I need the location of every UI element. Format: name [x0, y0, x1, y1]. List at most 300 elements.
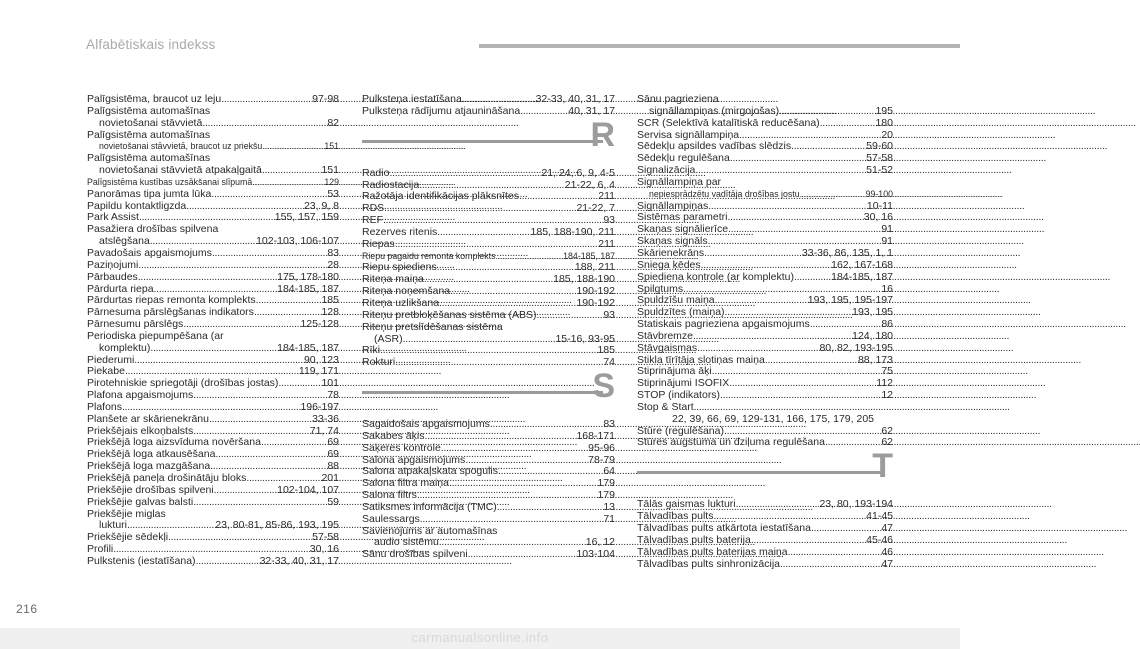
- index-term: Rezerves ritenis: [362, 225, 438, 238]
- index-term: Salona filtra maiņa: [362, 477, 449, 490]
- index-term: Priekšējais elkoņbalsts: [87, 424, 194, 437]
- index-entry: [362, 357, 615, 369]
- index-line: [637, 106, 893, 118]
- leader-dots: [788, 547, 881, 559]
- page-reference[interactable]: 188, 211: [574, 261, 615, 274]
- page-reference[interactable]: 211: [598, 190, 615, 203]
- page-reference[interactable]: 179: [597, 489, 615, 502]
- index-term: Salona filtrs: [362, 489, 417, 502]
- index-entry: [87, 153, 339, 177]
- page-reference[interactable]: 71: [603, 512, 615, 525]
- index-term: Sagaidošais apgaismojums: [362, 418, 490, 431]
- page-reference[interactable]: 62: [881, 436, 893, 449]
- leader-dots: [214, 485, 276, 497]
- index-entry: [637, 260, 893, 272]
- page-reference[interactable]: 88, 173: [857, 353, 893, 366]
- index-line: [362, 106, 615, 118]
- index-term: Pulksteņa rādījumu atjaunināšana: [362, 104, 521, 117]
- section-header: [637, 449, 893, 499]
- page-reference[interactable]: 112: [876, 377, 893, 390]
- leader-dots: [138, 260, 326, 272]
- index-term: Ražotāja identifikācijas plāksnītes: [362, 190, 519, 203]
- page-reference[interactable]: 46: [881, 545, 893, 558]
- index-entry: [87, 509, 339, 533]
- leader-dots: [262, 165, 321, 177]
- page-reference[interactable]: 62: [881, 424, 893, 437]
- leader-dots: [779, 106, 874, 118]
- index-line: [87, 106, 339, 118]
- index-term: Periodiska piepumpēšana (ar: [87, 329, 224, 342]
- page-reference[interactable]: 155, 157, 159: [274, 211, 339, 224]
- index-line: [637, 189, 893, 201]
- leader-dots: [193, 497, 326, 509]
- page-reference[interactable]: 86: [881, 318, 893, 331]
- index-term: Signāllampiņas: [637, 199, 709, 212]
- index-term: Tālās gaismas lukturi: [637, 498, 736, 511]
- leader-dots: [389, 168, 540, 180]
- leader-dots: [252, 177, 323, 189]
- index-entry: [87, 260, 339, 272]
- index-entry: [637, 118, 893, 130]
- index-line: [87, 177, 339, 189]
- index-term: Saķeres kontrole: [362, 441, 441, 454]
- page-reference[interactable]: 13: [603, 500, 615, 513]
- index-term: audio sistēmu: [374, 536, 439, 549]
- index-term: Servisa signāllampiņa: [637, 128, 740, 141]
- index-term: Tālvadības pults atkārtota iestatīšana: [637, 522, 811, 534]
- index-line: [637, 272, 893, 284]
- index-term: Tālvadības pults: [637, 510, 714, 523]
- index-term: Rīki: [362, 344, 381, 357]
- index-line: [87, 165, 339, 177]
- leader-dots: [693, 331, 851, 343]
- leader-dots: [395, 239, 598, 251]
- leader-dots: [221, 94, 311, 106]
- page-reference[interactable]: 119, 171: [298, 365, 339, 378]
- leader-dots: [196, 556, 259, 568]
- index-term: Sakabes āķis: [362, 429, 425, 442]
- page-reference[interactable]: 185: [597, 344, 615, 357]
- page-reference[interactable]: 129: [324, 176, 339, 187]
- index-line: [637, 343, 893, 355]
- page-reference[interactable]: 59-60: [866, 140, 893, 153]
- index-term: Priekšējie drošības spilveni: [87, 483, 214, 496]
- index-line: [362, 310, 615, 322]
- index-term: Piederumi: [87, 353, 135, 366]
- index-term: Spilgtums: [637, 282, 684, 295]
- index-line: [87, 260, 339, 272]
- index-term: lukturi: [99, 519, 128, 532]
- index-term: Priekšējā loga mazgāšana: [87, 460, 211, 473]
- index-term: Radio: [362, 166, 390, 179]
- index-line: [362, 168, 615, 180]
- page-reference[interactable]: 53: [327, 187, 339, 200]
- page-reference[interactable]: 64: [603, 465, 615, 478]
- leader-dots: [537, 310, 603, 322]
- index-term: 22, 39, 66, 69, 129-131, 166, 175, 179, 205: [672, 412, 875, 425]
- index-term: Pārdurta riepa: [87, 282, 154, 295]
- index-term: Sniega ķēdes: [637, 258, 701, 271]
- index-line: [87, 485, 339, 497]
- index-term: Stop & Start: [637, 400, 694, 413]
- page-reference[interactable]: 83: [603, 418, 615, 431]
- page-reference[interactable]: 23, 9, 8: [303, 199, 339, 212]
- index-entry: [637, 535, 893, 547]
- index-term: Skārienekrāns: [637, 246, 705, 259]
- index-term: novietošanai stāvvietā atpakaļgaitā: [99, 164, 262, 177]
- page-reference[interactable]: 30, 16: [309, 543, 339, 556]
- page-reference[interactable]: 75: [881, 365, 893, 378]
- index-line: [87, 331, 339, 343]
- page-reference[interactable]: 83: [327, 246, 339, 259]
- page-reference[interactable]: 125-128: [300, 318, 339, 331]
- page-reference[interactable]: 151: [324, 141, 339, 152]
- index-term: Profili: [87, 543, 114, 556]
- page-reference[interactable]: 69: [327, 436, 339, 449]
- page-reference[interactable]: 21-22, 7: [576, 202, 615, 215]
- section-letter: S: [592, 367, 615, 406]
- index-line: [87, 343, 339, 355]
- header-rule: [479, 44, 960, 48]
- index-line: [87, 272, 339, 284]
- index-term: Satiksmes informācija (TMC): [362, 500, 497, 513]
- page-reference[interactable]: 185: [321, 294, 339, 307]
- index-term: Sānu drošības spilveni: [362, 548, 468, 561]
- page-reference[interactable]: 51-52: [866, 164, 893, 177]
- page-reference[interactable]: 47: [881, 557, 893, 570]
- page-reference[interactable]: 88: [327, 460, 339, 473]
- index-line: [87, 556, 339, 568]
- index-line: [637, 414, 893, 426]
- page-reference[interactable]: 185, 188-190, 211: [530, 225, 615, 238]
- index-term: novietošanai stāvvietā: [99, 116, 203, 129]
- index-term: Pārnesuma pārslēgšanas indikators: [87, 306, 254, 319]
- section-rule: [637, 471, 881, 474]
- page-reference[interactable]: 101: [321, 377, 339, 390]
- page-reference[interactable]: 32-33, 40, 31, 17: [259, 554, 339, 567]
- page-reference[interactable]: 69: [327, 448, 339, 461]
- index-term: Piekabe: [87, 365, 125, 378]
- index-term: Riepu spiediens: [362, 261, 437, 274]
- page-reference[interactable]: 74: [603, 356, 615, 369]
- page-reference[interactable]: 40, 31, 17: [568, 104, 615, 117]
- index-line: [637, 559, 893, 571]
- index-line: [362, 239, 615, 251]
- index-term: Rokturi: [362, 356, 396, 369]
- index-term: Sēdekļu apsildes vadības slēdzis: [637, 140, 792, 153]
- index-term: Pārbaudes: [87, 270, 138, 283]
- leader-dots: [520, 106, 567, 118]
- leader-dots: [420, 514, 603, 526]
- index-term: REF: [362, 214, 383, 227]
- index-line: [362, 514, 615, 526]
- page-reference[interactable]: 41-45: [866, 510, 893, 523]
- index-term: Statiskais pagrieziena apgaismojums: [637, 318, 810, 331]
- page-reference[interactable]: 78-79: [588, 453, 615, 466]
- page-reference[interactable]: 97-98: [312, 93, 339, 105]
- index-term: Palīgsistēma kustības uzsākšanai slīpumā: [87, 176, 253, 187]
- index-term: Pavadošais apgaismojums: [87, 246, 212, 259]
- page-reference[interactable]: 211: [598, 237, 615, 250]
- index-term: Saulessargs: [362, 512, 420, 525]
- page-reference[interactable]: 15-16, 93-95: [555, 332, 615, 345]
- section-rule: [362, 140, 603, 143]
- index-entry: [362, 106, 615, 118]
- index-entry: [87, 556, 339, 568]
- index-term: Priekšējie miglas: [87, 507, 166, 520]
- index-entry: [362, 168, 615, 180]
- leader-dots: [751, 535, 865, 547]
- index-term: Stiprinājuma āķi: [637, 365, 712, 378]
- leader-dots: [424, 431, 575, 443]
- index-title: Alfabētiskais indekss: [86, 37, 216, 52]
- page-reference[interactable]: 190-192: [576, 296, 615, 309]
- leader-dots: [794, 272, 830, 284]
- leader-dots: [395, 357, 602, 369]
- page-reference[interactable]: 128: [321, 306, 339, 319]
- index-term: Priekšējā loga atkausēšana: [87, 448, 216, 461]
- index-term: Priekšējā loga aizsvīduma novēršana: [87, 436, 261, 449]
- page-reference[interactable]: 162, 167-168: [831, 258, 893, 271]
- page-reference[interactable]: 20: [881, 128, 893, 141]
- index-term: Tālvadības pults baterija: [637, 533, 751, 546]
- index-term: Stikla tīrītāja slotiņas maiņa: [637, 353, 765, 366]
- index-term: Riteņa uzlikšana: [362, 296, 440, 309]
- index-term: novietošanai stāvvietā, braucot uz priekšu: [99, 141, 263, 152]
- index-entry: [637, 402, 893, 426]
- index-term: Palīgsistēma automašīnas: [87, 104, 211, 117]
- index-line: [87, 189, 339, 201]
- index-line: [362, 357, 615, 369]
- index-entry: [87, 485, 339, 497]
- index-term: Stāvgaismas: [637, 341, 698, 354]
- section-letter: R: [590, 115, 615, 154]
- index-column-3: [637, 94, 893, 570]
- page-reference[interactable]: 195: [875, 104, 893, 117]
- index-entry: [87, 272, 339, 284]
- page-reference[interactable]: 190-192: [576, 285, 615, 298]
- page-reference[interactable]: 196-197: [300, 400, 339, 413]
- watermark: carmanualsonline.info: [411, 630, 549, 645]
- index-entry: [362, 431, 615, 443]
- page-reference[interactable]: 175, 178-180: [277, 270, 339, 283]
- index-term: Park Assist: [87, 211, 139, 224]
- index-term: RDS: [362, 202, 385, 215]
- leader-dots: [209, 414, 311, 426]
- index-term: Tālvadības pults baterijas maiņa: [637, 545, 788, 558]
- page-reference[interactable]: 184-185, 187: [563, 250, 615, 261]
- index-line: [637, 437, 893, 449]
- index-entry: [637, 177, 893, 201]
- index-term: Skaņas signālierīce: [637, 223, 729, 236]
- page-reference[interactable]: 179: [597, 477, 615, 490]
- page-reference[interactable]: 93: [603, 308, 615, 321]
- index-term: Spuldzīšu maiņa: [637, 294, 715, 307]
- index-line: [87, 118, 339, 130]
- page-reference[interactable]: 124, 180: [852, 329, 893, 342]
- index-term: Riteņu pretbloķēšanas sistēma (ABS): [362, 308, 537, 321]
- index-term: Palīgsistēma, braucot uz leju: [87, 93, 222, 105]
- index-entry: [87, 130, 339, 154]
- page-reference[interactable]: 30, 16: [863, 211, 893, 224]
- index-term: Skaņas signāls: [637, 235, 708, 248]
- page-reference[interactable]: 21, 24, 6, 9, 4-5: [541, 166, 615, 179]
- page-reference[interactable]: 12: [881, 389, 893, 402]
- leader-dots: [122, 402, 299, 414]
- index-line: [362, 443, 615, 455]
- page-reference[interactable]: 95-96: [588, 441, 615, 454]
- index-term: Priekšējie sēdekļi: [87, 531, 169, 544]
- leader-dots: [150, 343, 276, 355]
- page-reference[interactable]: 103-104: [576, 548, 615, 561]
- page-reference[interactable]: 184-185, 187: [277, 282, 339, 295]
- page-reference[interactable]: 33-36: [312, 412, 339, 425]
- index-term: STOP (indikators): [637, 389, 721, 402]
- index-term: Pasažiera drošības spilvena: [87, 223, 219, 236]
- page-reference[interactable]: 193, 195: [852, 306, 893, 319]
- index-line: [637, 118, 893, 130]
- index-entry: [362, 322, 615, 346]
- index-line: [637, 260, 893, 272]
- index-term: Priekšējā paneļa drošinātāju bloks: [87, 472, 247, 484]
- leader-dots: [262, 141, 323, 153]
- index-term: Paziņojumi: [87, 258, 139, 271]
- page-reference[interactable]: 184-185, 187: [277, 341, 339, 354]
- page-reference[interactable]: 90, 123: [303, 353, 339, 366]
- section-letter: T: [872, 447, 893, 486]
- index-line: [87, 402, 339, 414]
- index-entry: [637, 437, 893, 449]
- page-reference[interactable]: 184-185, 187: [831, 270, 893, 283]
- index-entry: [362, 239, 615, 251]
- page-reference[interactable]: 168-171: [576, 429, 615, 442]
- index-term: Pirotehniskie spriegotāji (drošības jostas): [87, 377, 279, 390]
- index-term: Plafons: [87, 400, 123, 413]
- index-term: Sānu pagrieziena: [637, 93, 719, 105]
- index-term: Planšete ar skārienekrānu: [87, 412, 209, 425]
- index-entry: [637, 331, 893, 343]
- index-entry: [362, 443, 615, 455]
- page-reference[interactable]: 193, 195, 195-197: [807, 294, 893, 307]
- index-term: Signalizācija: [637, 164, 696, 177]
- page-reference[interactable]: 99-100: [865, 188, 893, 199]
- section-header: [362, 369, 615, 419]
- page-reference[interactable]: 82: [327, 116, 339, 129]
- index-line: [87, 414, 339, 426]
- page-reference[interactable]: 185, 188-190: [553, 273, 615, 286]
- page-reference[interactable]: 10-11: [866, 199, 893, 212]
- index-entry: [362, 514, 615, 526]
- index-term: Signāllampiņa par: [637, 175, 722, 188]
- index-term: Riteņa noņemšana: [362, 285, 451, 298]
- page-reference[interactable]: 16: [881, 282, 893, 295]
- page-reference[interactable]: 78: [327, 389, 339, 402]
- page-reference[interactable]: 16, 12: [585, 536, 615, 549]
- index-entry: [87, 224, 339, 248]
- page-reference[interactable]: 28: [327, 258, 339, 271]
- index-term: Palīgsistēma automašīnas: [87, 152, 211, 165]
- page-reference[interactable]: 45-46: [866, 533, 893, 546]
- page-reference[interactable]: 57-58: [866, 152, 893, 165]
- page-reference[interactable]: 151: [321, 164, 339, 177]
- leader-dots: [820, 118, 875, 130]
- index-term: Riteņa maiņa: [362, 273, 424, 286]
- index-term: Riepu pagaidu remonta komplekts: [362, 250, 496, 261]
- index-term: Salona apgaismojums: [362, 453, 466, 466]
- index-column-2: [362, 94, 615, 561]
- page-reference[interactable]: 23, 80, 193-194: [819, 498, 893, 511]
- leader-dots: [441, 443, 587, 455]
- page-reference[interactable]: 102-104, 107: [277, 483, 339, 496]
- index-term: Pārnesumu pārslēgs: [87, 318, 184, 331]
- index-line: [362, 227, 615, 239]
- index-line: [362, 431, 615, 443]
- index-term: Sēdekļu regulēšana: [637, 152, 730, 165]
- page-reference[interactable]: 180: [875, 116, 893, 129]
- index-line: [87, 130, 339, 142]
- page-reference[interactable]: 93: [603, 214, 615, 227]
- index-term: Tālvadības pults sinhronizācija: [637, 557, 780, 570]
- index-term: Stūre (regulēšana): [637, 424, 724, 437]
- page-reference[interactable]: 201: [321, 472, 339, 484]
- page-reference[interactable]: 59: [327, 495, 339, 508]
- section-header: [362, 115, 615, 168]
- index-term: Pulksteņa iestatīšana: [362, 93, 462, 105]
- index-term: SCR (Selektīvā katalītiskā reducēšana): [637, 116, 820, 129]
- index-entry: [637, 94, 893, 118]
- page-reference[interactable]: 91: [881, 235, 893, 248]
- leader-dots: [800, 189, 865, 201]
- page-reference[interactable]: 23, 80-81, 85-86, 193, 195: [215, 519, 339, 532]
- page-reference[interactable]: 71, 74: [309, 424, 339, 437]
- index-entry: [87, 331, 339, 355]
- page-reference[interactable]: 91: [881, 223, 893, 236]
- index-line: [637, 177, 893, 189]
- index-column-1: [87, 94, 339, 568]
- index-term: Priekšējie galvas balsti: [87, 495, 194, 508]
- index-term: nepiesprādzētu vadītāja drošības jostu: [649, 188, 800, 199]
- index-entry: [87, 106, 339, 130]
- page-reference[interactable]: 102-103, 106-107: [256, 235, 339, 248]
- index-entry: [87, 177, 339, 189]
- index-term: Radiostacija: [362, 178, 420, 191]
- index-term: atslēgšana: [99, 235, 150, 248]
- index-term: Savienojums ar automašīnas: [362, 524, 498, 537]
- index-term: signāllampiņas (mirgojošas): [649, 104, 780, 117]
- page-reference[interactable]: 80, 82, 193-195: [819, 341, 893, 354]
- index-entry: [87, 414, 339, 426]
- index-term: Palīgsistēma automašīnas: [87, 128, 211, 141]
- index-term: Spuldzītes (maiņa): [637, 306, 725, 319]
- index-line: [362, 549, 615, 561]
- leader-dots: [701, 260, 830, 272]
- index-entry: [362, 549, 615, 561]
- page-reference[interactable]: 33-36, 86, 135, 1, 1: [801, 246, 893, 259]
- leader-dots: [202, 118, 326, 130]
- index-line: [637, 331, 893, 343]
- index-term: (ASR): [374, 332, 403, 345]
- page-reference[interactable]: 21-22, 6, 4: [564, 178, 615, 191]
- index-term: Salona atpakaļskata spogulis: [362, 465, 499, 478]
- index-term: Sistēmas parametri: [637, 211, 728, 224]
- page-reference[interactable]: 47: [881, 522, 893, 534]
- section-rule: [362, 391, 603, 394]
- index-entry: [637, 343, 893, 355]
- page-reference[interactable]: 57-58: [312, 531, 339, 544]
- leader-dots: [497, 502, 603, 514]
- page-reference[interactable]: 32-33, 40, 31, 17: [535, 93, 615, 105]
- index-line: [362, 322, 615, 334]
